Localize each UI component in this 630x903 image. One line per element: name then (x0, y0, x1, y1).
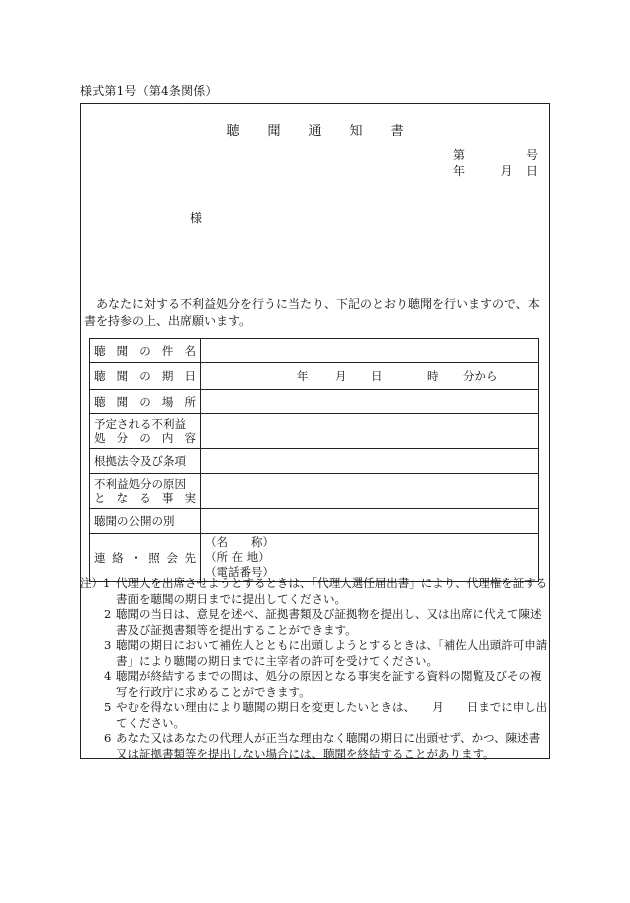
note-2: 2 聴聞の当日は、意見を述べ、証拠書類及び証拠物を提出し、又は出席に代えて陳述書及び証拠書類等を提出することができます。 (104, 607, 542, 637)
label-public-hearing: 聴聞の公開の別 (90, 509, 201, 534)
contact-address: （所 在 地） (205, 550, 270, 564)
title-char: 知 (349, 124, 363, 139)
date-year: 年 (453, 164, 466, 178)
addressee-suffix: 様 (190, 211, 203, 225)
note-5: 5 やむを得ない理由により聴聞の期日を変更したいときは、 月 日までに申し出てください。 (104, 700, 548, 730)
note-3: 3 聴聞の期日において補佐人とともに出頭しようとするときは、「補佐人出頭許可申請書」により聴聞の期日までに主宰者の許可を受けてください。 (104, 638, 548, 668)
value-public-hearing (201, 509, 539, 534)
title-char: 書 (390, 124, 404, 139)
notes (80, 576, 550, 762)
title-char: 聴 (226, 124, 240, 139)
label-cause-facts: 不利益処分の原因 と な る 事 実 (90, 474, 201, 509)
note-1: 注）1 代理人を出席させようとするときは、「代理人選任届出書」により、代理権を証する書面を聴聞の期日までに提出してください。 (80, 576, 548, 606)
contact-name: （名 称） (205, 535, 274, 549)
label-hearing-place: 聴 聞 の 場 所 (90, 390, 201, 414)
date-month: 月 (500, 164, 513, 178)
form-caption: 様式第1号（第4条関係） (80, 84, 218, 98)
value-hearing-place (201, 390, 539, 414)
document-number-date (453, 146, 538, 179)
label-planned-disposition: 予定される不利益 処 分 の 内 容 (90, 414, 201, 449)
label-case-name: 聴 聞 の 件 名 (90, 339, 201, 363)
label-legal-basis: 根拠法令及び条項 (90, 449, 201, 474)
intro-text: あなたに対する不利益処分を行うに当たり、下記のとおり聴聞を行いますので、本書を持参の上、出席願います。 (84, 297, 540, 328)
title-char: 通 (308, 124, 322, 139)
note-4: 4 聴聞が終結するまでの間は、処分の原因となる事実を証する資料の閲覧及びその複写を行政庁に求めることができます。 (104, 669, 542, 699)
number-dai: 第 (453, 148, 466, 162)
contact-phone: （電話番号） (205, 565, 274, 579)
number-go: 号 (525, 148, 538, 162)
title-char: 聞 (267, 124, 281, 139)
date-day: 日 (525, 164, 538, 178)
note-6: 6 あなた又はあなたの代理人が正当な理由なく聴聞の期日に出頭せず、かつ、陳述書又は証拠書類等を提出しない場合には、聴聞を終結することがあります。 (104, 731, 541, 761)
label-contact: 連 絡 ・ 照 会 先 (90, 534, 201, 582)
value-legal-basis (201, 449, 539, 474)
value-planned-disposition (201, 414, 539, 449)
value-case-name (201, 339, 539, 363)
hearing-info-table (89, 338, 539, 582)
value-cause-facts (201, 474, 539, 509)
value-contact (201, 534, 539, 582)
value-hearing-date: 年 月 日 時 分から (201, 363, 539, 390)
document-title (80, 120, 550, 139)
label-hearing-date: 聴 聞 の 期 日 (90, 363, 201, 390)
